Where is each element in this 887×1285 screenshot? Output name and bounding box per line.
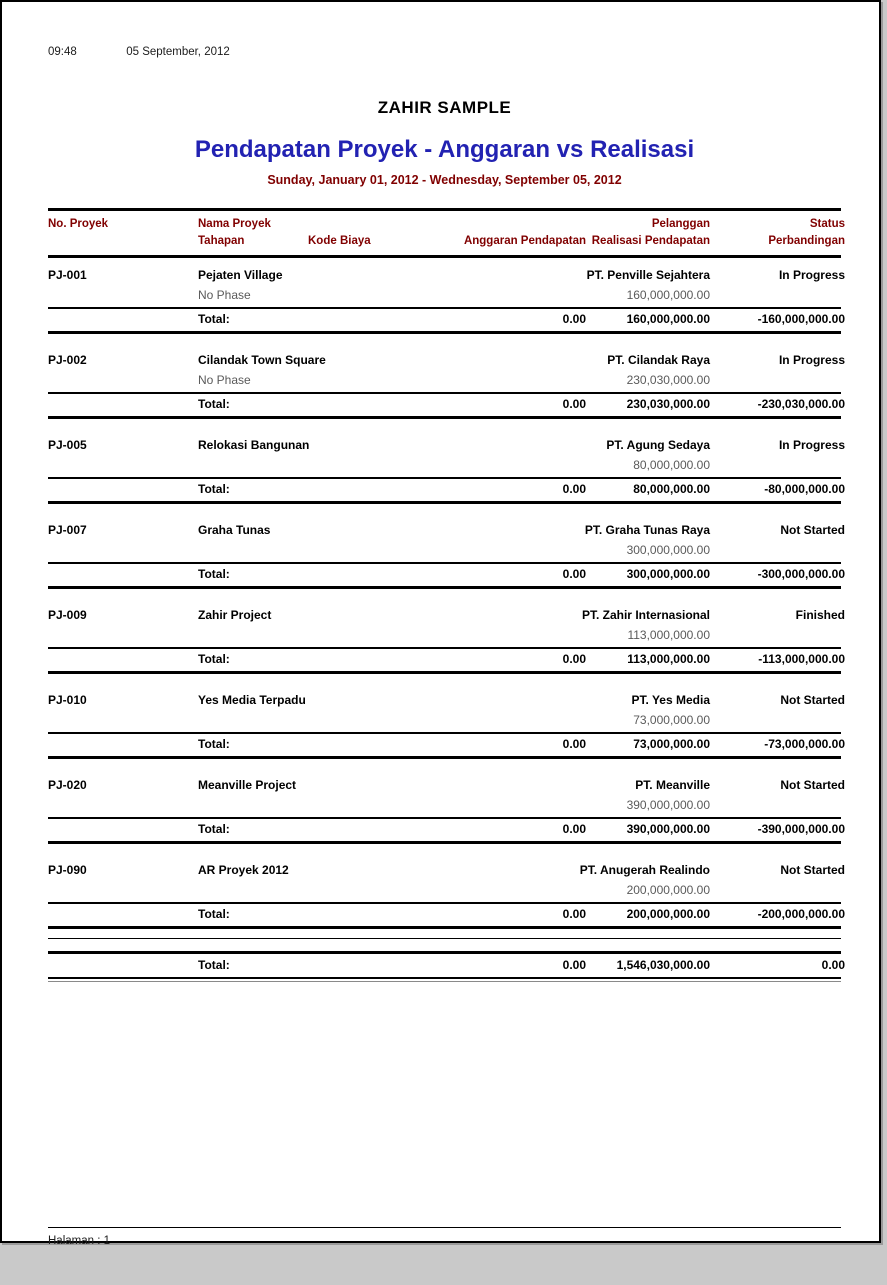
total-actual: 230,030,000.00 xyxy=(626,397,710,411)
project-row xyxy=(48,768,845,794)
table-body xyxy=(48,258,845,929)
grand-total-underline xyxy=(48,981,841,982)
col-header-realisasi-pendapatan: Realisasi Pendapatan xyxy=(591,235,710,247)
total-budget: 0.00 xyxy=(562,482,586,496)
phase-cost-code xyxy=(308,284,426,307)
print-meta xyxy=(48,46,841,58)
phase-actual: 230,030,000.00 xyxy=(626,373,710,387)
phase-name xyxy=(198,709,308,732)
total-budget: 0.00 xyxy=(562,737,586,751)
table-header xyxy=(48,208,845,258)
phase-name xyxy=(198,794,308,817)
page-footer xyxy=(48,1227,841,1247)
page-number-label: Halaman : 1 xyxy=(48,1235,111,1247)
total-budget: 0.00 xyxy=(562,397,586,411)
phase-budget xyxy=(426,794,586,817)
total-label: Total: xyxy=(198,822,230,836)
phase-actual: 200,000,000.00 xyxy=(626,883,710,897)
project-status: In Progress xyxy=(778,268,845,282)
total-actual: 200,000,000.00 xyxy=(626,907,710,921)
phase-row xyxy=(48,794,841,817)
phase-name: No Phase xyxy=(198,288,251,302)
project-number: PJ-009 xyxy=(48,608,87,622)
project-total-row xyxy=(48,562,845,589)
phase-budget xyxy=(426,539,586,562)
phase-name xyxy=(198,539,308,562)
phase-budget xyxy=(426,369,586,392)
total-label: Total: xyxy=(198,652,230,666)
page-content xyxy=(2,46,879,1285)
total-actual: 80,000,000.00 xyxy=(633,482,710,496)
project-name: Yes Media Terpadu xyxy=(198,693,306,707)
phase-row xyxy=(48,879,841,902)
project-total-row xyxy=(48,307,845,334)
phase-budget xyxy=(426,624,586,647)
total-actual: 113,000,000.00 xyxy=(627,652,710,666)
project-row xyxy=(48,683,845,709)
project-row xyxy=(48,513,845,539)
total-actual: 73,000,000.00 xyxy=(633,737,710,751)
project-customer: PT. Agung Sedaya xyxy=(606,438,710,452)
project-name: Zahir Project xyxy=(198,608,272,622)
project-number: PJ-002 xyxy=(48,353,87,367)
project-number: PJ-010 xyxy=(48,693,87,707)
report-period: Sunday, January 01, 2012 - Wednesday, September 05, 2012 xyxy=(267,173,622,187)
phase-cost-code xyxy=(308,369,426,392)
total-label: Total: xyxy=(198,312,230,326)
total-difference: -160,000,000.00 xyxy=(757,312,845,326)
project-customer: PT. Anugerah Realindo xyxy=(579,863,710,877)
total-difference: -200,000,000.00 xyxy=(757,907,845,921)
project-customer: PT. Penville Sejahtera xyxy=(586,268,710,282)
project-name: Pejaten Village xyxy=(198,268,283,282)
project-customer: PT. Zahir Internasional xyxy=(581,608,710,622)
total-difference: -230,030,000.00 xyxy=(757,397,845,411)
project-status: In Progress xyxy=(778,353,845,367)
project-customer: PT. Graha Tunas Raya xyxy=(584,523,710,537)
phase-cost-code xyxy=(308,539,426,562)
project-status: In Progress xyxy=(778,438,845,452)
col-header-anggaran-pendapatan: Anggaran Pendapatan xyxy=(463,235,586,247)
table-header-row-1 xyxy=(48,211,845,232)
total-budget: 0.00 xyxy=(562,907,586,921)
project-customer: PT. Cilandak Raya xyxy=(607,353,710,367)
phase-budget xyxy=(426,879,586,902)
project-number: PJ-001 xyxy=(48,268,87,282)
total-budget: 0.00 xyxy=(562,822,586,836)
grand-total-actual: 1,546,030,000.00 xyxy=(616,958,710,972)
total-actual: 390,000,000.00 xyxy=(626,822,710,836)
col-header-perbandingan: Perbandingan xyxy=(768,235,845,247)
phase-actual: 73,000,000.00 xyxy=(633,713,710,727)
project-row xyxy=(48,258,845,284)
total-label: Total: xyxy=(198,397,230,411)
total-difference: -300,000,000.00 xyxy=(757,567,845,581)
project-group xyxy=(48,598,845,674)
project-status: Not Started xyxy=(780,693,845,707)
phase-row xyxy=(48,454,841,477)
project-number: PJ-005 xyxy=(48,438,87,452)
total-budget: 0.00 xyxy=(562,567,586,581)
phase-row xyxy=(48,539,841,562)
total-difference: -73,000,000.00 xyxy=(764,737,845,751)
phase-name xyxy=(198,879,308,902)
print-time: 09:48 xyxy=(48,46,77,58)
project-row xyxy=(48,853,845,879)
phase-name: No Phase xyxy=(198,373,251,387)
total-label: Total: xyxy=(198,737,230,751)
phase-cost-code xyxy=(308,624,426,647)
total-actual: 300,000,000.00 xyxy=(626,567,710,581)
project-row xyxy=(48,343,845,369)
col-header-pelanggan: Pelanggan xyxy=(651,218,710,230)
total-actual: 160,000,000.00 xyxy=(626,312,710,326)
project-group xyxy=(48,513,845,589)
col-header-nama-proyek: Nama Proyek xyxy=(198,218,271,230)
phase-cost-code xyxy=(308,794,426,817)
col-header-tahapan: Tahapan xyxy=(198,235,245,247)
project-group xyxy=(48,683,845,759)
phase-cost-code xyxy=(308,879,426,902)
project-group xyxy=(48,768,845,844)
total-difference: -113,000,000.00 xyxy=(758,652,845,666)
project-total-row xyxy=(48,732,845,759)
phase-budget xyxy=(426,284,586,307)
total-label: Total: xyxy=(198,567,230,581)
project-number: PJ-090 xyxy=(48,863,87,877)
project-name: Graha Tunas xyxy=(198,523,271,537)
grand-total-budget: 0.00 xyxy=(562,958,586,972)
report-title: Pendapatan Proyek - Anggaran vs Realisasi xyxy=(194,136,695,163)
grand-total-label: Total: xyxy=(198,958,230,972)
col-header-no-proyek: No. Proyek xyxy=(48,218,109,230)
col-header-status: Status xyxy=(809,218,845,230)
project-status: Finished xyxy=(795,608,845,622)
grand-total-difference: 0.00 xyxy=(821,958,845,972)
project-number: PJ-020 xyxy=(48,778,87,792)
print-date: 05 September, 2012 xyxy=(126,46,230,58)
project-row xyxy=(48,428,845,454)
phase-actual: 113,000,000.00 xyxy=(627,628,710,642)
project-status: Not Started xyxy=(780,863,845,877)
project-customer: PT. Meanville xyxy=(635,778,710,792)
project-group xyxy=(48,258,845,334)
project-total-row xyxy=(48,817,845,844)
col-header-kode-biaya: Kode Biaya xyxy=(308,235,371,247)
total-budget: 0.00 xyxy=(562,312,586,326)
project-name: Relokasi Bangunan xyxy=(198,438,310,452)
project-number: PJ-007 xyxy=(48,523,87,537)
project-name: AR Proyek 2012 xyxy=(198,863,289,877)
grand-total-separator xyxy=(48,938,841,939)
phase-actual: 390,000,000.00 xyxy=(626,798,710,812)
project-total-row xyxy=(48,647,845,674)
project-total-row xyxy=(48,902,845,929)
project-customer: PT. Yes Media xyxy=(631,693,710,707)
total-difference: -390,000,000.00 xyxy=(757,822,845,836)
phase-row xyxy=(48,709,841,732)
phase-budget xyxy=(426,709,586,732)
project-group xyxy=(48,343,845,419)
total-difference: -80,000,000.00 xyxy=(764,482,845,496)
phase-name xyxy=(198,454,308,477)
project-name: Cilandak Town Square xyxy=(198,353,326,367)
project-group xyxy=(48,428,845,504)
phase-cost-code xyxy=(308,709,426,732)
project-status: Not Started xyxy=(780,523,845,537)
company-name: ZAHIR SAMPLE xyxy=(377,98,512,117)
total-label: Total: xyxy=(198,482,230,496)
phase-actual: 160,000,000.00 xyxy=(626,288,710,302)
project-row xyxy=(48,598,845,624)
total-label: Total: xyxy=(198,907,230,921)
project-group xyxy=(48,853,845,929)
phase-budget xyxy=(426,454,586,477)
phase-row xyxy=(48,624,841,647)
phase-actual: 300,000,000.00 xyxy=(626,543,710,557)
phase-actual: 80,000,000.00 xyxy=(633,458,710,472)
grand-total-row xyxy=(48,951,845,979)
phase-cost-code xyxy=(308,454,426,477)
phase-row xyxy=(48,284,841,307)
project-name: Meanville Project xyxy=(198,778,297,792)
phase-name xyxy=(198,624,308,647)
phase-row xyxy=(48,369,841,392)
total-budget: 0.00 xyxy=(562,652,586,666)
project-total-row xyxy=(48,477,845,504)
project-status: Not Started xyxy=(780,778,845,792)
project-total-row xyxy=(48,392,845,419)
table-header-row-2 xyxy=(48,232,845,255)
